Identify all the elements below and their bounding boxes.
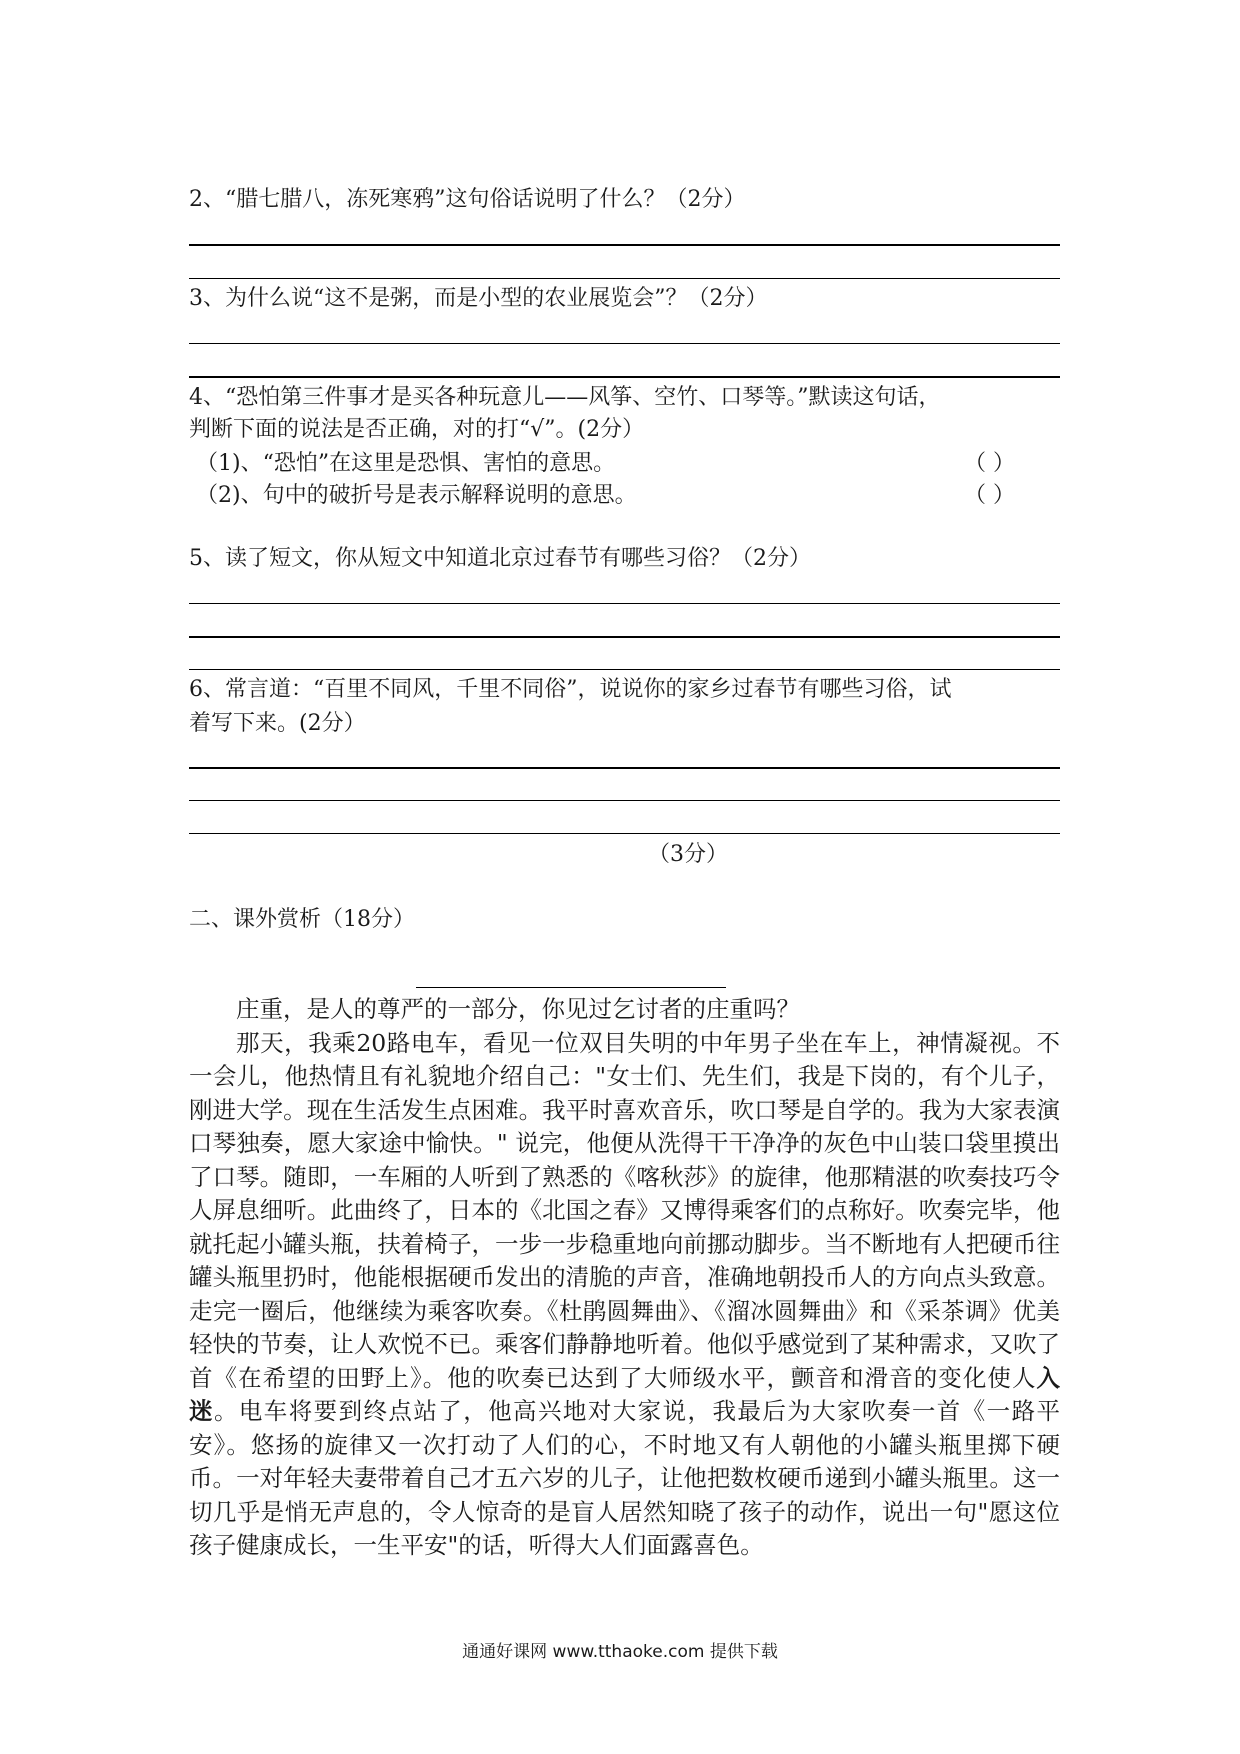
answer-line [189, 767, 1060, 769]
score-note: （3分） [648, 842, 728, 867]
passage-paragraph-2 [189, 1027, 1060, 1563]
answer-line [189, 278, 1060, 279]
question-2: 2、“腊七腊八，冻死寒鸦”这句俗话说明了什么？（2分） [189, 187, 746, 212]
answer-line [189, 376, 1060, 378]
question-5: 5、读了短文，你从短文中知道北京过春节有哪些习俗？（2分） [189, 546, 811, 571]
question-4-line-1: 4、“恐怕第三件事才是买各种玩意儿——风筝、空竹、口琴等。”默读这句话， [189, 385, 941, 410]
answer-bracket-2[interactable]: （ ） [964, 483, 1015, 508]
passage-paragraph-1: 庄重，是人的尊严的一部分，你见过乞讨者的庄重吗？ [236, 995, 800, 1023]
question-6-line-2: 着写下来。(2分） [189, 711, 366, 736]
question-3: 3、为什么说“这不是粥，而是小型的农业展览会”？（2分） [189, 286, 768, 311]
passage-keyword: 入迷 [189, 1363, 1060, 1425]
answer-line [189, 669, 1060, 670]
passage-text: 那天，我乘20路电车，看见一位双目失明的中年男子坐在车上，神情凝视。不一会儿，他热情且有礼貌地介绍自己："女士们、先生们，我是下岗的，有个儿子，刚进大学。现在生活发生点困难。我平时喜欢音乐，吹口琴是自学的。我为大家表演口琴独奏，愿大家途中愉快。" 说完，他便从洗得干干净净的灰色中山装口袋里摸出了口琴。随即，一车厢的人听到了熟悉的《喀秋莎》的旋律，他那精湛的吹奏技巧令人屏息细听。此曲终了，日本的《北国之春》又博得乘客们的点称好。吹奏完毕，他就托起小罐头瓶，扶着椅子，一步一步稳重地向前挪动脚步。当不断地有人把硬币往罐头瓶里扔时，他能根据硬币发出的清脆的声音，准确地朝投币人的方向点头致意。走完一圈后，他继续为乘客吹奏。《杜鹃圆舞曲》、《溜冰圆舞曲》和《采茶调》优美轻快的节奏，让人欢悦不已。乘客们静静地听着。他似乎感觉到了某种需求，又吹了首《在希望的田野上》。他的吹奏已达到了大师级水平，颤音和滑音的变化使人 [189, 1028, 1060, 1392]
footer-credit: 通通好课网 www.tthaoke.com 提供下载 [462, 1642, 778, 1662]
question-4-line-2: 判断下面的说法是否正确，对的打“√”。(2分） [189, 417, 645, 442]
answer-line [189, 833, 1060, 834]
answer-line [189, 244, 1060, 246]
answer-line [189, 603, 1060, 604]
answer-line [189, 343, 1060, 344]
reading-passage [189, 993, 1060, 1563]
title-blank[interactable] [416, 987, 726, 988]
question-4-statement-1: （1)、“恐怕”在这里是恐惧、害怕的意思。 [196, 451, 616, 476]
answer-line [189, 800, 1060, 801]
question-6-line-1: 6、常言道：“百里不同风，千里不同俗”，说说你的家乡过春节有哪些习俗，试 [189, 677, 952, 702]
answer-bracket-1[interactable]: （ ） [964, 451, 1015, 476]
passage-text: 。电车将要到终点站了，他高兴地对大家说，我最后为大家吹奏一首《一路平安》。悠扬的旋律又一次打动了人们的心，不时地又有人朝他的小罐头瓶里掷下硬币。一对年轻夫妻带着自己才五六岁的儿子，让他把数枚硬币递到小罐头瓶里。这一切几乎是悄无声息的，令人惊奇的是盲人居然知晓了孩子的动作，说出一句"愿这位孩子健康成长，一生平安"的话，听得大人们面露喜色。 [189, 1397, 1061, 1559]
question-4-statement-2: （2)、句中的破折号是表示解释说明的意思。 [196, 483, 637, 508]
answer-line [189, 636, 1060, 638]
section-heading: 二、课外赏析（18分） [189, 907, 415, 932]
